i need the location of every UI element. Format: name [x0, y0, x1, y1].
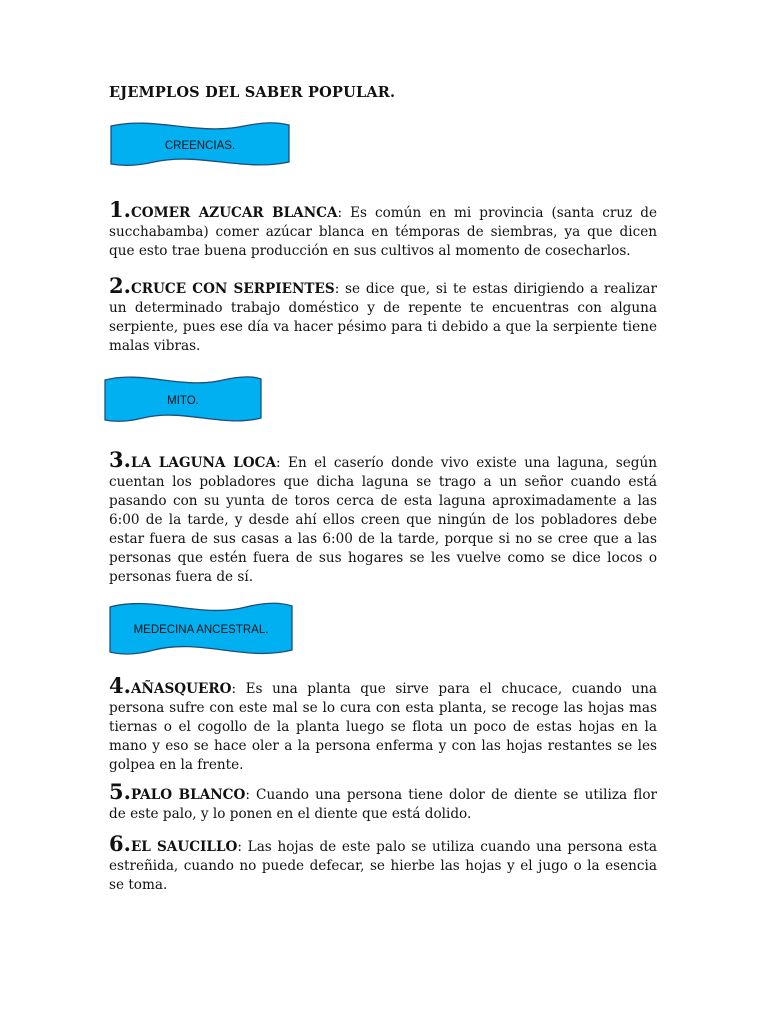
- item-text: : Es común en mi provincia (santa cruz de succhabamba) comer azúcar blanca en témporas de siembras, ya que dicen que esto trae buena producción en sus cultivos al momento de cosecharlos.: [109, 205, 657, 259]
- list-item: [109, 779, 657, 824]
- list-item: [109, 273, 657, 356]
- item-text: : En el caserío donde vivo existe una laguna, según cuentan los pobladores que dicha laguna se trago a un señor cuando está pasando con su yunta de toros cerca de esta laguna aproximadamente a las 6:00 de la tarde, y desde ahí ellos creen que ningún de los pobladores debe estar fuera de sus casas a las 6:00 de la tarde, porque si no se cree que a las personas que estén fuera de sus hogares se les vuelve como se dice locos o personas fuera de sí.: [109, 455, 657, 585]
- banner-label: MEDECINA ANCESTRAL.: [133, 624, 269, 636]
- banner-label: CREENCIAS.: [164, 140, 236, 152]
- section-banner-creencias: [109, 120, 291, 172]
- item-text: : Las hojas de este palo se utiliza cuando una persona esta estreñida, cuando no puede defecar, se hierbe las hojas y el jugo o la esencia se toma.: [109, 839, 657, 893]
- list-item: [109, 197, 657, 261]
- item-number: 1.: [109, 197, 131, 222]
- item-text: : Cuando una persona tiene dolor de diente se utiliza flor de este palo, y lo ponen en el diente que está dolido.: [109, 787, 657, 822]
- item-number: 6.: [109, 831, 131, 856]
- list-item: [109, 447, 657, 587]
- item-title: CRUCE CON SERPIENTES: [130, 281, 335, 297]
- item-text: : Es una planta que sirve para el chucace, cuando una persona sufre con este mal se lo cura con esta planta, se recoge las hojas mas tiernas o el cogollo de la planta luego se flota un poco de estas hojas en la mano y eso se hace oler a la persona enferma y con las hojas restantes se les golpea en la frente.: [109, 681, 657, 773]
- item-number: 5.: [109, 779, 131, 804]
- item-text: : se dice que, si te estas dirigiendo a realizar un determinado trabajo doméstico y de repente te encuentras con alguna serpiente, pues ese día va hacer pésimo para ti debido a que la serpiente tiene malas vibras.: [109, 281, 657, 354]
- banner-label: MITO.: [167, 395, 199, 407]
- item-title: EL SAUCILLO: [130, 839, 238, 855]
- item-number: 4.: [109, 673, 131, 698]
- section-banner-mito: [103, 374, 263, 428]
- list-item: [109, 673, 657, 775]
- item-number: 3.: [109, 447, 131, 472]
- list-item: [109, 831, 657, 895]
- item-title: COMER AZUCAR BLANCA: [130, 205, 338, 221]
- item-title: AÑASQUERO: [130, 681, 232, 697]
- page-title: EJEMPLOS DEL SABER POPULAR.: [109, 84, 396, 101]
- item-number: 2.: [109, 273, 131, 298]
- item-title: PALO BLANCO: [130, 787, 246, 803]
- section-banner-medicina: [108, 600, 294, 660]
- item-title: LA LAGUNA LOCA: [130, 455, 277, 471]
